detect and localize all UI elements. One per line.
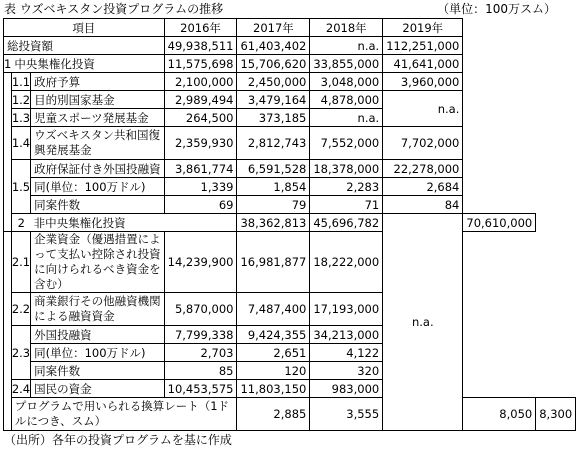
unit-note: （単位：100万スム）	[437, 2, 556, 16]
cell: 264,500	[164, 109, 237, 127]
row-label: 同案件数	[31, 196, 165, 214]
cell: 2,359,930	[164, 127, 237, 160]
cell: 22,278,000	[383, 160, 463, 178]
cell: 71	[310, 196, 383, 214]
cell: 61,403,402	[237, 37, 310, 55]
cell: 16,981,877	[237, 232, 310, 293]
row-label: 企業資金（優遇措置によって支払い控除され投資に向けられるべき資金を含む）	[31, 232, 165, 293]
source-note: （出所）各年の投資プログラムを基に作成	[4, 433, 232, 447]
cell: 69	[164, 196, 237, 214]
row-label: ウズベキスタン共和国復興発展基金	[31, 127, 165, 160]
cell: 7,487,400	[237, 293, 310, 326]
table-row	[4, 55, 576, 73]
row-label: 同(単位：100万ドル)	[31, 178, 165, 196]
cell: 3,048,000	[310, 73, 383, 91]
cell: 11,803,150	[237, 380, 310, 398]
cell: 320	[310, 362, 383, 380]
table-row	[4, 380, 576, 398]
cell: 7,552,000	[310, 127, 383, 160]
cell: n.a.	[310, 37, 383, 55]
row-label: 児童スポーツ発展基金	[31, 109, 165, 127]
cell: 3,861,774	[164, 160, 237, 178]
row-number: 1.2	[11, 92, 31, 107]
row-label: 中央集権化投資	[11, 55, 164, 73]
row-number: 2.2	[11, 293, 30, 326]
cell: 7,702,000	[383, 127, 463, 160]
table-row	[4, 196, 576, 214]
cell: 2,989,494	[164, 91, 237, 109]
cell: 2,100,000	[164, 73, 237, 91]
header-2019: 2019年	[383, 19, 463, 37]
indent-cell	[4, 73, 12, 232]
row-number: 1.5	[11, 160, 30, 214]
cell: 2,885	[237, 398, 310, 431]
row-label: 外国投融資	[31, 326, 165, 344]
header-2016: 2016年	[164, 19, 237, 37]
cell: 3,555	[310, 398, 383, 431]
row-label: 同案件数	[31, 362, 165, 380]
total-label: 総投資額	[4, 37, 165, 55]
row-number: 1.1	[11, 74, 31, 89]
row-number: 1.4	[11, 127, 30, 160]
row-number: 1.3	[11, 110, 31, 125]
row-label: 目的別国家基金	[31, 91, 165, 109]
investment-table	[3, 18, 576, 431]
cell: 373,185	[237, 109, 310, 127]
cell: 70,610,000	[463, 214, 536, 232]
cell: n.a.	[310, 109, 383, 127]
table-row	[4, 214, 576, 232]
table-row	[4, 326, 576, 344]
merged-na-cell: n.a.	[383, 214, 463, 431]
row-label: 商業銀行その他融資機関による融資資金	[31, 293, 165, 326]
table-row	[4, 293, 576, 326]
cell: 38,362,813	[237, 214, 310, 232]
table-row	[4, 362, 576, 380]
cell: 120	[237, 362, 310, 380]
cell: 18,222,000	[310, 232, 383, 293]
table-row	[4, 109, 576, 127]
cell: 15,706,620	[237, 55, 310, 73]
row-label: 政府保証付き外国投融資	[31, 160, 165, 178]
row-number: 2.4	[11, 381, 31, 396]
cell: 3,479,164	[237, 91, 310, 109]
table-row	[4, 344, 576, 362]
cell: 2,812,743	[237, 127, 310, 160]
cell: 45,696,782	[310, 214, 383, 232]
cell: 2,283	[310, 178, 383, 196]
row-number: 2	[11, 214, 30, 232]
cell: 5,870,000	[164, 293, 237, 326]
header-item: 項目	[4, 19, 165, 37]
header-2018: 2018年	[310, 19, 383, 37]
cell: 79	[237, 196, 310, 214]
cell: 84	[383, 196, 463, 214]
cell: 6,591,528	[237, 160, 310, 178]
cell: 8,050	[463, 398, 536, 431]
cell: 14,239,900	[164, 232, 237, 293]
cell: 10,453,575	[164, 380, 237, 398]
rate-label: プログラムで用いられる換算レート（1ドルにつき、スム）	[11, 398, 237, 431]
row-number: 1	[4, 56, 12, 71]
table-row	[4, 232, 576, 293]
cell: 2,651	[237, 344, 310, 362]
cell: 4,122	[310, 344, 383, 362]
table-row	[4, 91, 576, 109]
cell: 4,878,000	[310, 91, 383, 109]
table-title: 表 ウズベキスタン投資プログラムの推移	[4, 2, 224, 16]
cell: 34,213,000	[310, 326, 383, 344]
cell: 7,799,338	[164, 326, 237, 344]
table-row	[4, 178, 576, 196]
header-row	[4, 19, 576, 37]
cell: 2,684	[383, 178, 463, 196]
header-2017: 2017年	[237, 19, 310, 37]
table-caption	[4, 1, 560, 17]
cell: 17,193,000	[310, 293, 383, 326]
table-row	[4, 398, 576, 431]
cell: 85	[164, 362, 237, 380]
row-label: 政府予算	[31, 73, 165, 91]
cell: 8,300	[536, 398, 576, 431]
cell: 983,000	[310, 380, 383, 398]
cell: 1,854	[237, 178, 310, 196]
row-label: 同(単位：100万ドル)	[31, 344, 165, 362]
cell: 33,855,000	[310, 55, 383, 73]
table-row	[4, 73, 576, 91]
merged-na-cell: n.a.	[383, 91, 463, 127]
cell: 1,339	[164, 178, 237, 196]
cell: 2,450,000	[237, 73, 310, 91]
row-number: 2.1	[11, 232, 30, 293]
cell: 9,424,355	[237, 326, 310, 344]
indent-cell	[4, 232, 12, 431]
cell: 18,378,000	[310, 160, 383, 178]
table-row	[4, 127, 576, 160]
cell: 112,251,000	[383, 37, 463, 55]
cell: 41,641,000	[383, 55, 463, 73]
cell: 2,703	[164, 344, 237, 362]
row-label: 国民の資金	[31, 380, 165, 398]
table-row	[4, 160, 576, 178]
cell: 3,960,000	[383, 73, 463, 91]
cell: 49,938,511	[164, 37, 237, 55]
cell: 11,575,698	[164, 55, 237, 73]
row-number: 2.3	[11, 326, 30, 380]
table-row	[4, 37, 576, 55]
row-label: 非中央集権化投資	[31, 214, 237, 232]
